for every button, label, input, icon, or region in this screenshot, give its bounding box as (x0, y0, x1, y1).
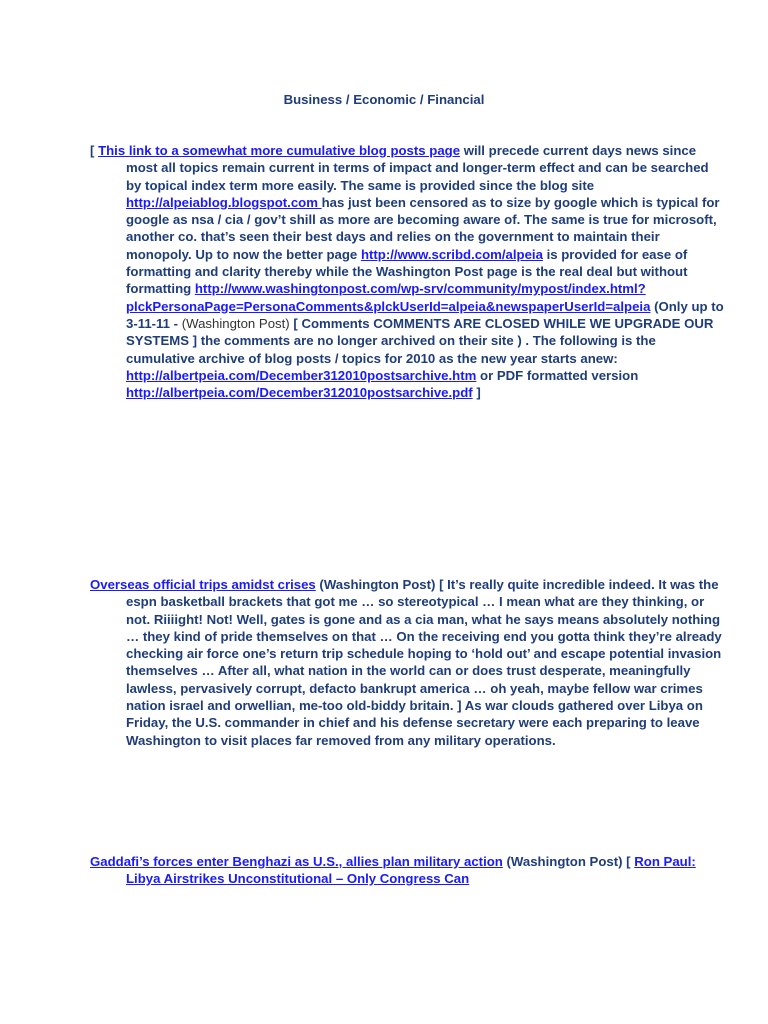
archive-htm-link[interactable]: http://albertpeia.com/December312010postsarchive.htm (126, 367, 477, 383)
body-text: has just been censored as to size by google which is typical for google as nsa / cia / gov’t shill as more are becoming aware of. The same is true for microsoft, another co. that’s seen their best days and relies on the government to maintain their monopoly. Up to now the better page (126, 194, 720, 262)
body-text: ] (472, 385, 481, 401)
cumulative-blog-posts-link[interactable]: This link to a somewhat more cumulative blog posts page (98, 143, 461, 158)
archive-pdf-link[interactable]: http://albertpeia.com/December312010postsarchive.pdf (126, 385, 473, 401)
body-text: (Washington Post) [ It’s really quite incredible indeed. It was the espn basketball brackets that got me … so stereotypical … I mean what are they thinking, or not. Riiiight! Not! Well, gates is gone and as a cia man, what he says means absolutely nothing … they kind of pride themselves on that … On the receiving end you gotta think they’re already checking air force one’s return trip schedule hoping to ‘hold out’ and escape potential invasion themselves … After all, what nation in the world can or does trust desperate, meaningfully lawless, pervasively corrupt, defacto bankrupt america … oh yeah, maybe fellow war crimes nation israel and orwellian, me-too old-biddy britain. ] As war clouds gathered over Libya on Friday, the U.S. commander in chief and his defense secretary were each preparing to leave Washington to visit places far removed from any military operations. (126, 577, 722, 748)
body-text: or PDF formatted version (476, 367, 639, 383)
ron-paul-link[interactable]: Ron Paul: Libya Airstrikes Unconstitutional – Only Congress Can (126, 854, 696, 887)
washingtonpost-comments-link[interactable]: http://www.washingtonpost.com/wp-srv/community/mypost/index.html?plckPersonaPage=PersonaComments&plckUserId=alpeia&newspaperUserId=alpeia (126, 281, 651, 314)
gaddafi-benghazi-link[interactable]: Gaddafi’s forces enter Benghazi as U.S., allies plan military action (90, 854, 503, 869)
blogspot-link[interactable]: http://alpeiablog.blogspot.com (126, 194, 322, 210)
paragraph-gaddafi (90, 853, 726, 888)
body-text: (Washington Post) [ (502, 854, 635, 869)
body-text: is provided for ease of formatting and clarity thereby while the Washington Post page is the real deal but without formatting (126, 246, 688, 297)
paragraph-overseas-trips (90, 576, 726, 749)
paragraph-blog-archive (90, 142, 726, 401)
body-text: will precede current days news since most all topics remain current in terms of impact and longer-term effect and can be searched by topical index term more easily. The same is provided since the blog site (126, 143, 709, 193)
source-label: (Washington Post) (181, 315, 290, 331)
bracket-text: [ (90, 143, 99, 158)
scribd-link[interactable]: http://www.scribd.com/alpeia (360, 246, 543, 262)
page-title: Business / Economic / Financial (283, 92, 485, 107)
body-text: (Only up to 3-11-11 - (126, 298, 724, 331)
body-text: [ Comments COMMENTS ARE CLOSED WHILE WE UPGRADE OUR SYSTEMS ] the comments are no longer archived on their site ) . The following is the cumulative archive of blog posts / topics for 2010 as the new year starts anew: (126, 315, 714, 366)
overseas-trips-link[interactable]: Overseas official trips amidst crises (90, 577, 316, 592)
